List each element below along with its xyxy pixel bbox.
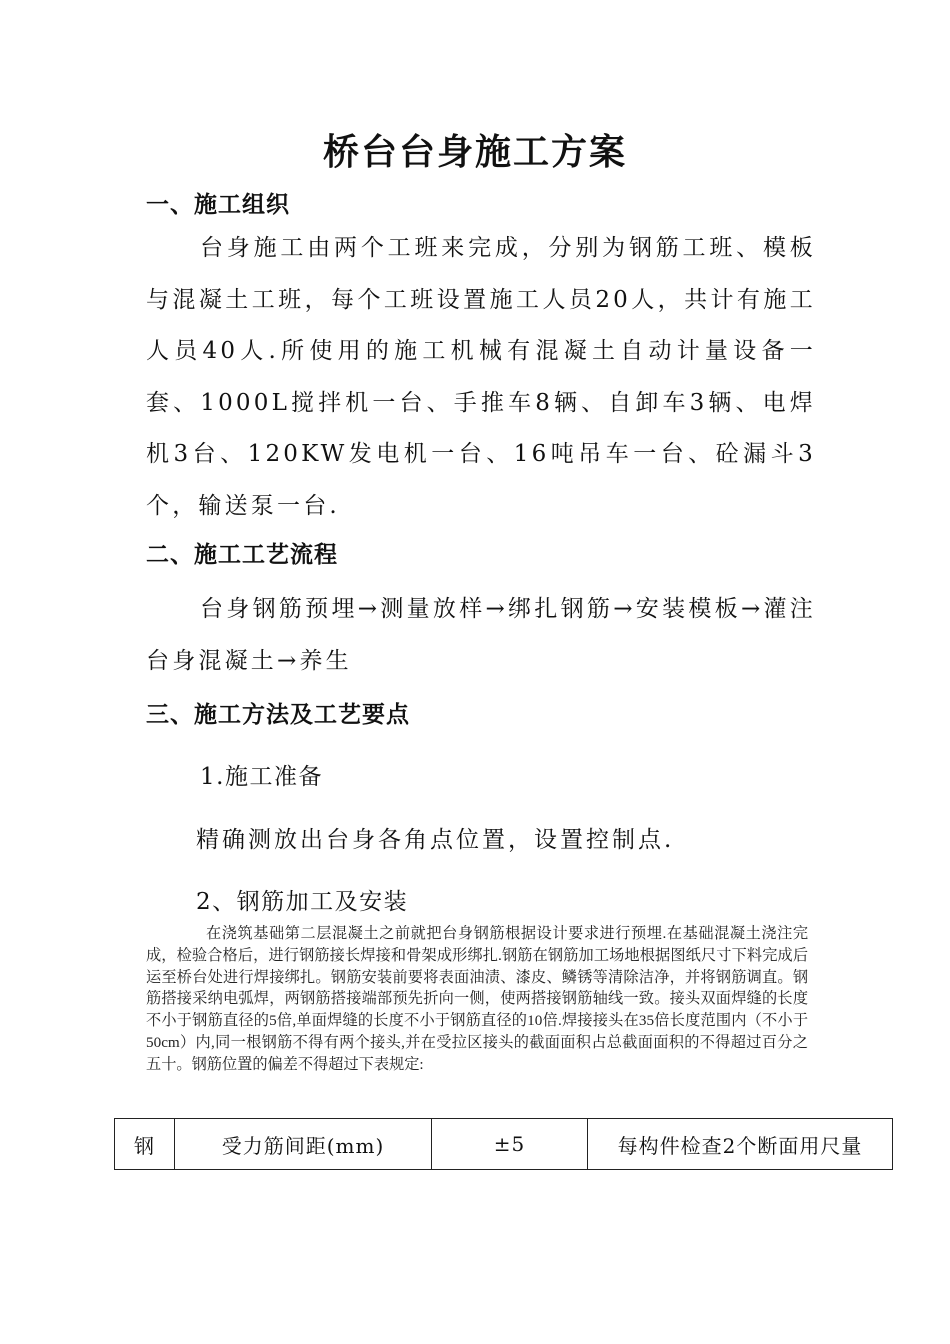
organization-paragraph: 台身施工由两个工班来完成，分别为钢筋工班、模板与混凝土工班，每个工班设置施工人员20人，共计有施工人员40人.所使用的施工机械有混凝土自动计量设备一套、1000L搅拌机一台、手推车8辆、自卸车3辆、电焊机3台、120KW发电机一台、16吨吊车一台、砼漏斗3个，输送泵一台.: [146, 235, 816, 519]
table-cell-method: 每构件检查2个断面用尺量: [588, 1119, 893, 1170]
section-heading-process-flow: 二、施工工艺流程: [146, 542, 338, 568]
process-flow-paragraph: 台身钢筋预埋→测量放样→绑扎钢筋→安装模板→灌注台身混凝土→养生: [146, 596, 816, 674]
table-cell-item: 受力筋间距(mm): [175, 1119, 432, 1170]
rebar-paragraph: 在浇筑基础第二层混凝土之前就把台身钢筋根据设计要求进行预埋.在基础混凝土浇注完成，检验合格后，进行钢筋接长焊接和骨架成形绑扎.钢筋在钢筋加工场地根据图纸尺寸下料完成后运至桥台处进行焊接绑扎。钢筋安装前要将表面油渍、漆皮、鳞锈等清除洁净，并将钢筋调直。钢筋搭接采纳电弧焊，两钢筋搭接端部预先折向一侧，使两搭接钢筋轴线一致。接头双面焊缝的长度不小于钢筋直径的5倍,单面焊缝的长度不小于钢筋直径的10倍.焊接接头在35倍长度范围内（不小于50cm）内,同一根钢筋不得有两个接头,并在受拉区接头的截面面积占总截面面积的不得超过百分之五十。钢筋位置的偏差不得超过下表规定:: [146, 925, 808, 1073]
subsection-heading-rebar: 2、钢筋加工及安装: [196, 889, 409, 915]
table-cell-tolerance: ±5: [432, 1119, 588, 1170]
document-title: 桥台台身施工方案: [322, 132, 627, 173]
rebar-tolerance-table: [114, 1118, 893, 1170]
subsection-heading-preparation: 1.施工准备: [200, 764, 323, 790]
table-row: [115, 1119, 893, 1170]
table-cell-category: 钢: [115, 1119, 175, 1170]
section-heading-organization: 一、施工组织: [146, 192, 290, 218]
section-heading-methods: 三、施工方法及工艺要点: [146, 702, 410, 728]
preparation-paragraph: 精确测放出台身各角点位置，设置控制点.: [196, 827, 675, 853]
